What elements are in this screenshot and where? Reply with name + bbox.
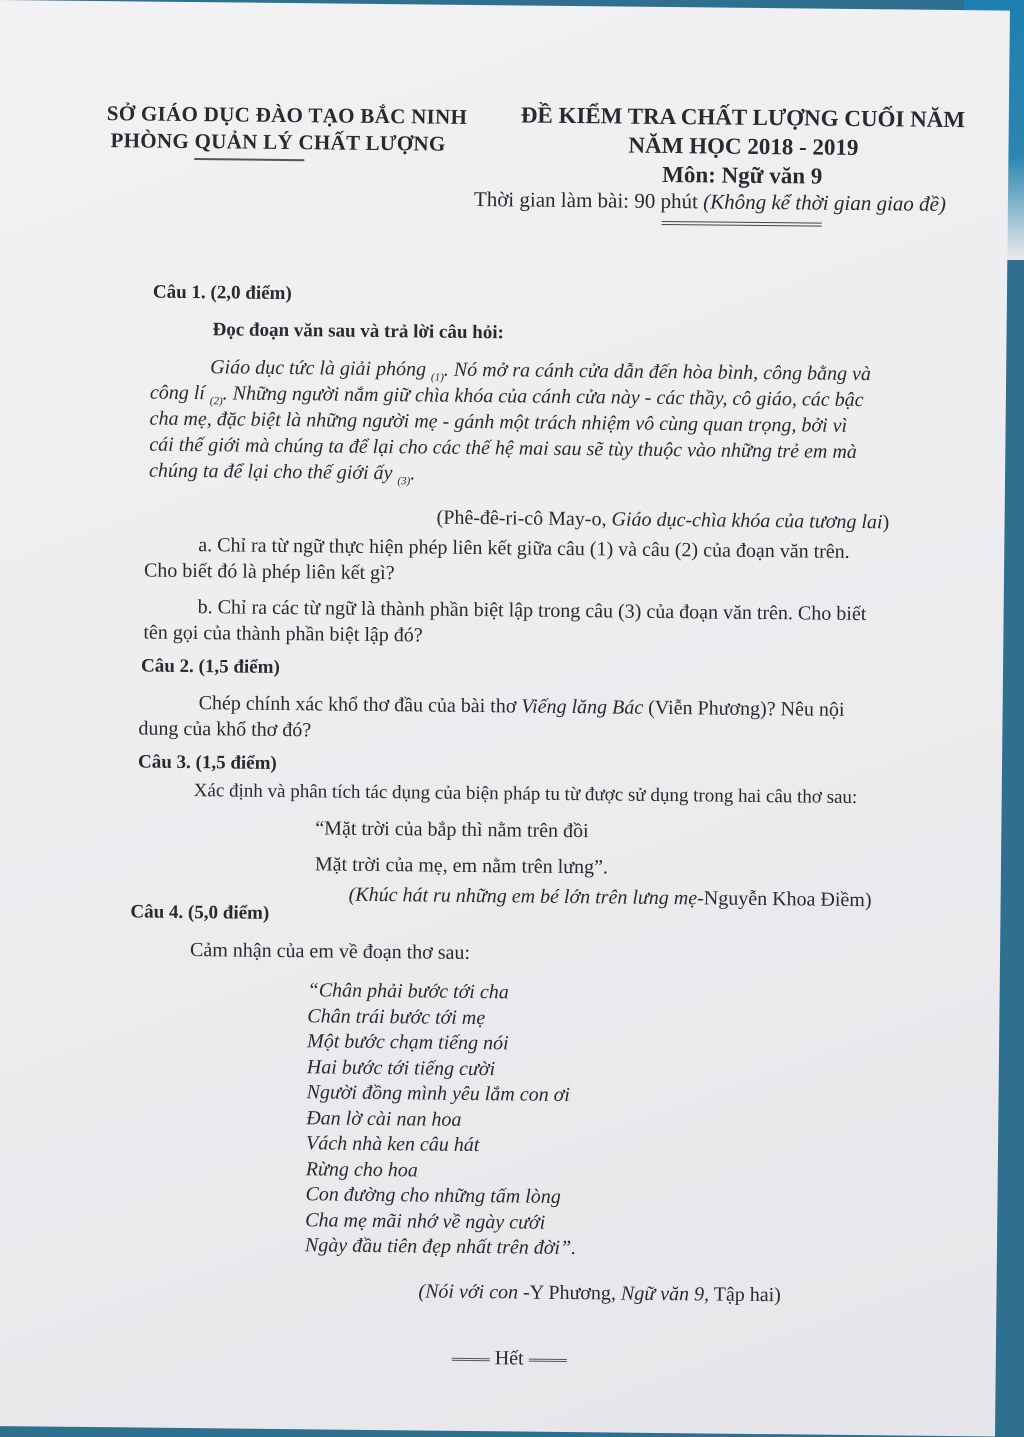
q4-instruction: Cảm nhận của em về đoạn thơ sau:	[189, 939, 471, 964]
q3-source: (Khúc hát ru những em bé lớn trên lưng mẹ-Nguyễn Khoa Điềm)	[348, 883, 872, 912]
poem-line: Vách nhà ken câu hát	[305, 1132, 480, 1157]
q2-line-1: Chép chính xác khổ thơ đầu của bài thơ Viếng lăng Bác (Viễn Phương)? Nêu nội	[198, 692, 845, 721]
q1b-line-1: b. Chỉ ra các từ ngữ là thành phần biệt lập trong câu (3) của đoạn văn trên. Cho biết	[197, 596, 867, 626]
end-rule-right	[529, 1359, 567, 1362]
poem-line: Hai bước tới tiếng cười	[306, 1055, 496, 1080]
poem-line: Rừng cho hoa	[305, 1157, 418, 1181]
q1b-line-2: tên gọi của thành phần biệt lập đó?	[143, 621, 423, 647]
poem-line: Người đồng mình yêu lắm con ơi	[306, 1081, 571, 1107]
poem-line: Cha mẹ mãi nhớ về ngày cưới	[305, 1208, 546, 1234]
q4-heading: Câu 4. (5,0 điểm)	[130, 901, 270, 924]
q1-heading: Câu 1. (2,0 điểm)	[152, 281, 292, 305]
sentence-marker-3: (3)	[397, 475, 411, 488]
end-rule-left	[452, 1358, 490, 1361]
q4-poem	[305, 979, 579, 1262]
q1a-line-1: a. Chỉ ra từ ngữ thực hiện phép liên kết giữa câu (1) và câu (2) của đoạn văn trên.	[198, 534, 850, 563]
sentence-marker-1: (1)	[430, 371, 444, 384]
department-name: SỞ GIÁO DỤC ĐÀO TẠO BẮC NINH	[106, 101, 468, 129]
subject: Môn: Ngữ văn 9	[662, 161, 823, 189]
exam-title: ĐỀ KIỂM TRA CHẤT LƯỢNG CUỐI NĂM	[520, 102, 966, 133]
q1-instruction: Đọc đoạn văn sau và trả lời câu hỏi:	[212, 319, 504, 344]
office-name: PHÒNG QUẢN LÝ CHẤT LƯỢNG	[110, 128, 446, 156]
q2-line-2: dung của khổ thơ đó?	[138, 717, 312, 742]
q4-source: (Nói với con -Y Phương, Ngữ văn 9, Tập hai)	[418, 1280, 782, 1307]
poem-line: Một bước chạm tiếng nói	[306, 1030, 509, 1055]
end-marker: Hết	[452, 1347, 567, 1371]
header-rule	[662, 221, 822, 227]
q3-verse-1: “Mặt trời của bắp thì nằm trên đồi	[315, 817, 589, 843]
q1-passage-line-1: Giáo dục tức là giải phóng $_{(1)}$. Nó mở ra cánh cửa dẫn đến hòa bình, công bằng và	[210, 356, 872, 386]
q1a-line-2: Cho biết đó là phép liên kết gì?	[143, 559, 395, 585]
q3-verse-2: Mặt trời của mẹ, em nằm trên lưng”.	[314, 853, 609, 879]
poem-line: “Chân phải bước tới cha	[307, 979, 509, 1004]
poem-line: Đan lờ cài nan hoa	[306, 1106, 462, 1131]
poem-line: Chân trái bước tới mẹ	[307, 1004, 486, 1029]
q3-instruction: Xác định và phân tích tác dụng của biện pháp tu từ được sử dụng trong hai câu thơ sau:	[193, 780, 858, 809]
school-year: NĂM HỌC 2018 - 2019	[628, 132, 859, 160]
q1-passage-line-3: cha mẹ, đặc biệt là những người mẹ - gánh một trách nhiệm vô cùng quan trọng, bởi vì	[149, 407, 848, 437]
time-label: Thời gian làm bài: 90 phút	[473, 186, 699, 214]
q1-passage-line-5: chúng ta để lại cho thế giới ấy $_{(3)}$.	[148, 459, 416, 488]
q1-source: (Phê-đê-ri-cô May-o, Giáo dục-chìa khóa của tương lai)	[436, 506, 890, 534]
q3-heading: Câu 3. (1,5 điểm)	[137, 751, 277, 774]
poem-line: Con đường cho những tấm lòng	[305, 1183, 561, 1208]
poem-line: Ngày đầu tiên đẹp nhất trên đời”.	[304, 1234, 577, 1260]
office-underline	[194, 158, 304, 161]
q1-passage-line-4: cái thế giới mà chúng ta để lại cho các thế hệ mai sau sẽ tùy thuộc vào những trẻ em mà	[149, 433, 857, 463]
time-allowed	[474, 187, 946, 217]
sentence-marker-2: (2)	[209, 395, 223, 408]
q1-passage-line-2: công lí $_{(2)}$. Những người nắm giữ chìa khóa của cánh cửa này - các thầy, cô giáo, các bậc	[149, 381, 864, 412]
q2-heading: Câu 2. (1,5 điểm)	[140, 655, 280, 678]
time-note: (Không kể thời gian giao đề)	[703, 189, 947, 216]
